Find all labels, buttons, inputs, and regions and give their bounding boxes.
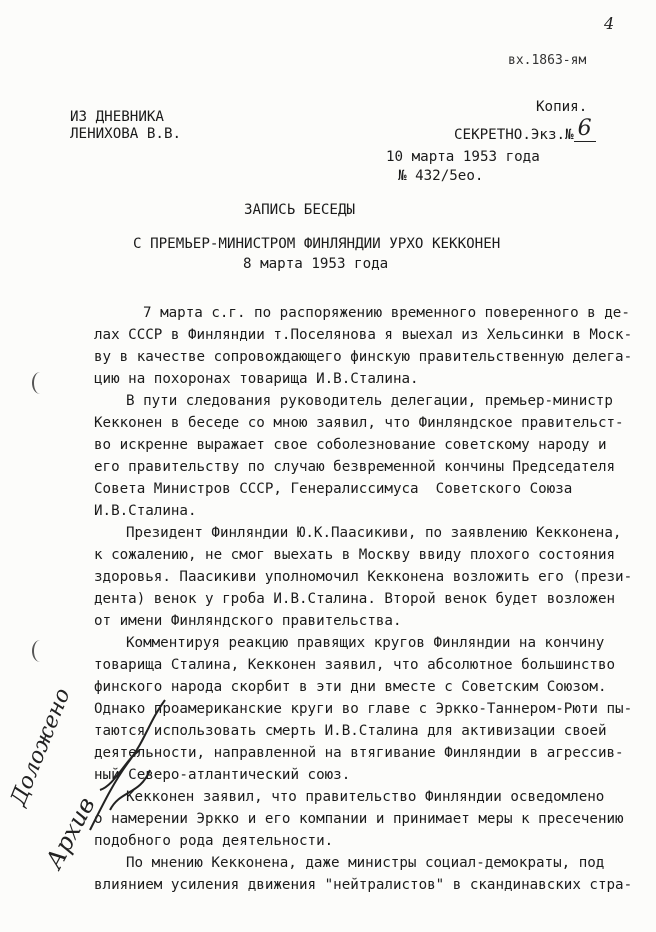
body-line: Совета Министров СССР, Генералиссимуса Советского Союза bbox=[94, 481, 573, 497]
header-left-line-1: ИЗ ДНЕВНИКА bbox=[70, 109, 164, 125]
page-number: 4 bbox=[604, 14, 615, 33]
punch-hole bbox=[32, 640, 48, 662]
header-left-line-2: ЛЕНИХОВА В.В. bbox=[70, 126, 182, 142]
body-line: о намерении Эркко и его компании и принимает меры к пресечению bbox=[94, 811, 624, 827]
body-line: здоровья. Паасикиви уполномочил Кекконена возложить его (прези- bbox=[94, 569, 633, 585]
body-line: товарища Сталина, Кекконен заявил, что абсолютное большинство bbox=[94, 657, 616, 673]
body-line: во искренне выражает свое соболезнование советскому народу и bbox=[94, 437, 607, 453]
registration-stamp: вх.1863-ям bbox=[508, 53, 587, 68]
body-line: Президент Финляндии Ю.К.Паасикиви, по заявлению Кекконена, bbox=[126, 525, 622, 541]
body-line: финского народа скорбит в эти дни вместе с Советским Союзом. bbox=[94, 679, 607, 695]
body-line: Однако проамериканские круги во главе с Эркко-Таннером-Рюти пы- bbox=[94, 701, 633, 717]
document-date: 10 марта 1953 года bbox=[386, 149, 540, 165]
copy-number: 6 bbox=[574, 116, 596, 142]
handwritten-note-reported: Доложено bbox=[6, 684, 76, 810]
body-line: к сожалению, не смог выехать в Москву ввиду плохого состояния bbox=[94, 547, 616, 563]
body-line: Кекконен заявил, что правительство Финляндии осведомлено bbox=[126, 789, 605, 805]
secret-label bbox=[454, 116, 596, 144]
body-line: И.В.Сталина. bbox=[94, 503, 197, 519]
signature-scribble bbox=[80, 690, 180, 840]
body-line: Кекконен в беседе со мною заявил, что Финляндское правительст- bbox=[94, 415, 624, 431]
body-line: от имени Финляндского правительства. bbox=[94, 613, 402, 629]
body-line: влиянием усиления движения "нейтралистов" в скандинавских стра- bbox=[94, 877, 633, 893]
body-line: цию на похоронах товарища И.В.Сталина. bbox=[94, 371, 419, 387]
body-line: В пути следования руководитель делегации, премьер-министр bbox=[126, 393, 613, 409]
handwritten-note-archive: Архив bbox=[40, 792, 101, 874]
body-line: дента) венок у гроба И.В.Сталина. Второй венок будет возложен bbox=[94, 591, 616, 607]
body-line: его правительству по случаю безвременной кончины Председателя bbox=[94, 459, 616, 475]
body-line: деятельности, направленной на втягивание Финляндии в агрессив- bbox=[94, 745, 624, 761]
body-line: По мнению Кекконена, даже министры социал-демократы, под bbox=[126, 855, 605, 871]
secret-prefix: СЕКРЕТНО.Экз.№ bbox=[454, 127, 574, 143]
body-line: ву в качестве сопровождающего финскую правительственную делега- bbox=[94, 349, 633, 365]
body-line: ный Северо-атлантический союз. bbox=[94, 767, 351, 783]
document-subtitle-line-2: 8 марта 1953 года bbox=[243, 256, 389, 272]
body-line: подобного рода деятельности. bbox=[94, 833, 334, 849]
body-line: Комментируя реакцию правящих кругов Финляндии на кончину bbox=[126, 635, 605, 651]
document-title: ЗАПИСЬ БЕСЕДЫ bbox=[244, 202, 356, 218]
body-line: лах СССР в Финляндии т.Поселянова я выехал из Хельсинки в Моск- bbox=[94, 327, 633, 343]
document-subtitle-line-1: С ПРЕМЬЕР-МИНИСТРОМ ФИНЛЯНДИИ УРХО КЕККОНЕН bbox=[133, 236, 501, 252]
copy-label: Копия. bbox=[536, 99, 588, 115]
body-line: 7 марта с.г. по распоряжению временного поверенного в де- bbox=[143, 305, 630, 321]
body-line: таются использовать смерть И.В.Сталина для активизации своей bbox=[94, 723, 607, 739]
document-number: № 432/5ео. bbox=[398, 168, 484, 184]
punch-hole bbox=[32, 372, 48, 394]
